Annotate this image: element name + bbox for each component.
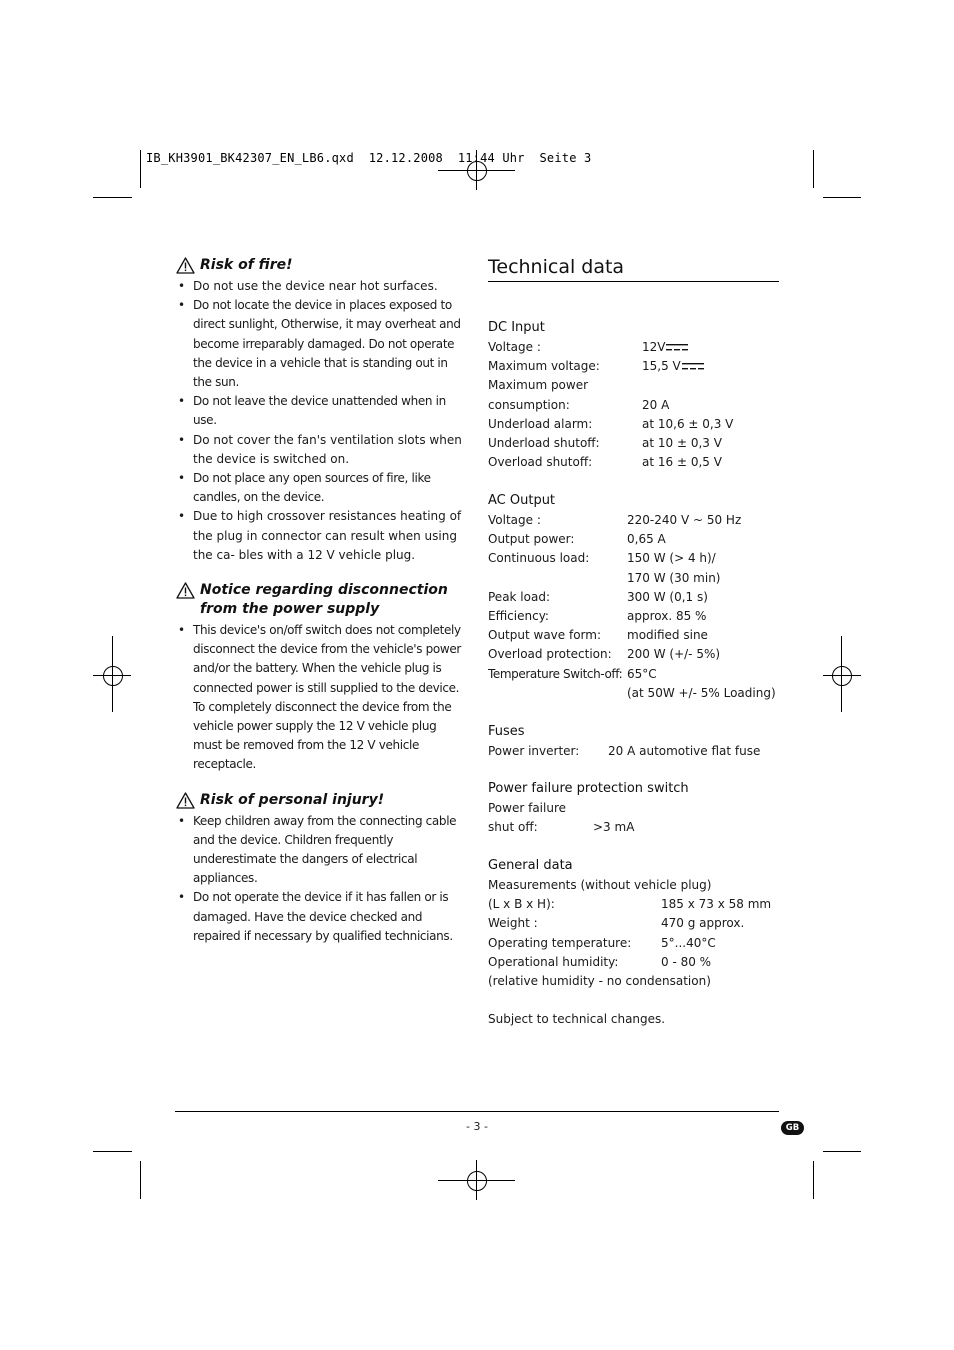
dc-symbol-icon [666, 343, 688, 352]
power-failure-group [488, 779, 779, 837]
personal-injury-section [176, 791, 468, 946]
warning-triangle-icon [176, 257, 195, 274]
fuses-group [488, 722, 779, 761]
spec-row: shut off: >3 mA [488, 820, 635, 835]
spec-row: Efficiency: approx. 85 % [488, 609, 707, 624]
group-title: AC Output [488, 493, 556, 508]
spec-row: (L x B x H): 185 x 73 x 58 mm [488, 897, 772, 912]
group-title: General data [488, 858, 573, 873]
bullet-list [176, 277, 468, 565]
list-item: • This device's on/off switch does not completely disconnect the device from the vehicle's power and/or the battery. When the vehicle plug is connected power is still supplied to the device. To completely disconnect the device from the vehicle power supply the 12 V vehicle plug must be removed from the 12 V vehicle receptacle. [176, 621, 468, 775]
spec-row: Overload shutoff: at 16 ± 0,5 V [488, 455, 722, 470]
language-badge: GB [781, 1121, 804, 1135]
ac-output-group [488, 491, 779, 703]
print-slug: IB_KH3901_BK42307_EN_LB6.qxd 12.12.2008 11:44 Uhr Seite 3 [146, 151, 592, 165]
bullet-list [176, 621, 468, 775]
list-item: • Due to high crossover resistances heating of the plug in connector can result when using the ca- bles with a 12 V vehicle plug. [176, 507, 468, 565]
safety-column [176, 256, 468, 962]
spec-row: Operational humidity: 0 - 80 % [488, 954, 712, 969]
spec-row: Output wave form: modified sine [488, 628, 708, 643]
page-number: - 3 - [466, 1120, 488, 1133]
list-item: • Keep children away from the connecting cable and the device. Children frequently underestimate the dangers of electrical appliances. [176, 812, 468, 889]
dc-input-group [488, 318, 779, 472]
spec-row: Output power: 0,65 A [488, 532, 666, 547]
spec-row: Underload shutoff: at 10 ± 0,3 V [488, 436, 722, 451]
section-title: Notice regarding disconnection from the power supply [176, 581, 468, 619]
list-item: • Do not locate the device in places exposed to direct sunlight, Otherwise, it may overheat and become irreparably damaged. Do not operate the device in a vehicle that is standing out in the sun. [176, 296, 468, 392]
section-title: Risk of fire! [176, 256, 468, 275]
list-item: • Do not place any open sources of fire, like candles, on the device. [176, 469, 468, 507]
spec-row: Weight : 470 g approx. [488, 916, 745, 931]
spec-row: Voltage : 12V [488, 338, 779, 357]
technical-data-column [488, 254, 779, 1026]
disconnection-notice-section [176, 581, 468, 775]
spec-row: 170 W (30 min) [627, 570, 721, 585]
group-title: DC Input [488, 320, 545, 335]
spec-row: Operating temperature: 5°...40°C [488, 935, 716, 950]
spec-row: Voltage : 220-240 V ~ 50 Hz [488, 513, 742, 527]
risk-of-fire-section [176, 256, 468, 565]
spec-row: Maximum power [488, 378, 589, 393]
spec-row: Temperature Switch-off: 65°C [488, 666, 657, 681]
technical-changes-note: Subject to technical changes. [488, 1012, 666, 1026]
spec-row: Power failure [488, 801, 566, 815]
list-item: • Do not cover the fan's ventilation slots when the device is switched on. [176, 431, 468, 469]
section-title: Risk of personal injury! [176, 791, 468, 810]
spec-row: (relative humidity - no condensation) [488, 974, 711, 989]
warning-triangle-icon [176, 582, 195, 599]
group-title: Fuses [488, 724, 525, 739]
bullet-list [176, 812, 468, 946]
dc-symbol-icon [682, 362, 704, 371]
footer-divider [175, 1111, 779, 1112]
spec-row: Measurements (without vehicle plug) [488, 878, 712, 892]
spec-row: (at 50W +/- 5% Loading) [627, 685, 776, 700]
group-title: Power failure protection switch [488, 781, 689, 796]
list-item: • Do not operate the device if it has fallen or is damaged. Have the device checked and repaired if necessary by qualified technicians. [176, 888, 468, 946]
warning-triangle-icon [176, 792, 195, 809]
spec-row: Continuous load: 150 W (> 4 h)/ [488, 551, 716, 566]
spec-row: Underload alarm: at 10,6 ± 0,3 V [488, 416, 734, 431]
list-item: • Do not leave the device unattended when in use. [176, 392, 468, 430]
general-data-group [488, 856, 779, 991]
spec-row: Power inverter: 20 A automotive flat fuse [488, 744, 761, 758]
spec-row: Peak load: 300 W (0,1 s) [488, 589, 708, 604]
list-item: • Do not use the device near hot surfaces. [176, 277, 468, 296]
page-title: Technical data [488, 254, 779, 282]
spec-row: consumption: 20 A [488, 397, 670, 412]
spec-row: Overload protection: 200 W (+/- 5%) [488, 647, 721, 662]
spec-row: Maximum voltage: 15,5 V [488, 357, 779, 376]
